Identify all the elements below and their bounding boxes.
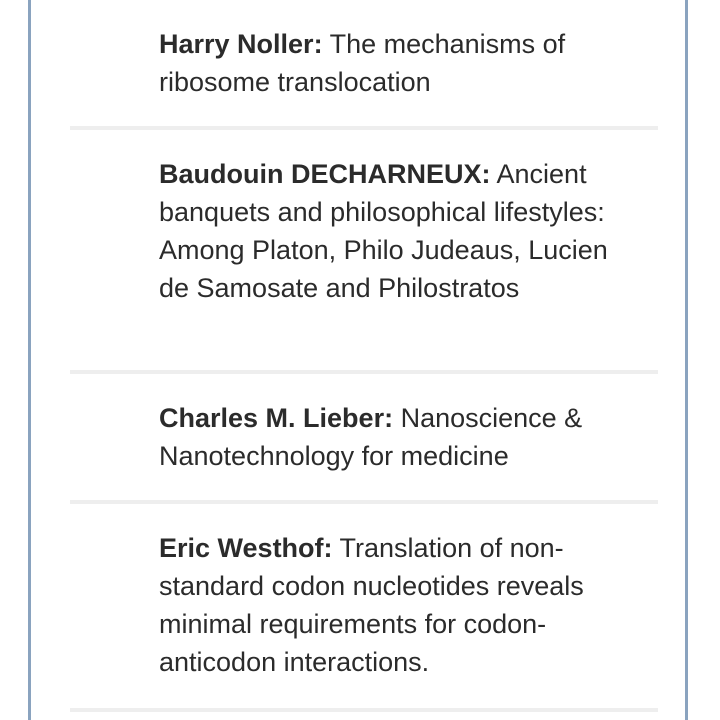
list-item[interactable] — [70, 0, 658, 130]
talk-title: The mechanisms of ribosome translocation — [159, 29, 566, 97]
talk-title: Ancient banquets and philosophical lifestyles: Among Platon, Philo Judeaus, Lucien de Samosate and Philostratos — [159, 159, 608, 303]
talk-title: Nanoscience & Nanotechnology for medicine — [159, 403, 583, 471]
speaker-name: Charles M. Lieber: — [159, 403, 394, 433]
list-item[interactable] — [70, 374, 658, 504]
content-frame — [28, 0, 688, 720]
speaker-name: Eric Westhof: — [159, 533, 333, 563]
list-item[interactable] — [70, 504, 658, 712]
talk-list — [70, 0, 658, 712]
talk-title: Translation of non-standard codon nucleotides reveals minimal requirements for codon-anticodon interactions. — [159, 533, 584, 677]
speaker-name: Baudouin DECHARNEUX: — [159, 159, 491, 189]
list-item[interactable] — [70, 130, 658, 374]
speaker-name: Harry Noller: — [159, 29, 323, 59]
